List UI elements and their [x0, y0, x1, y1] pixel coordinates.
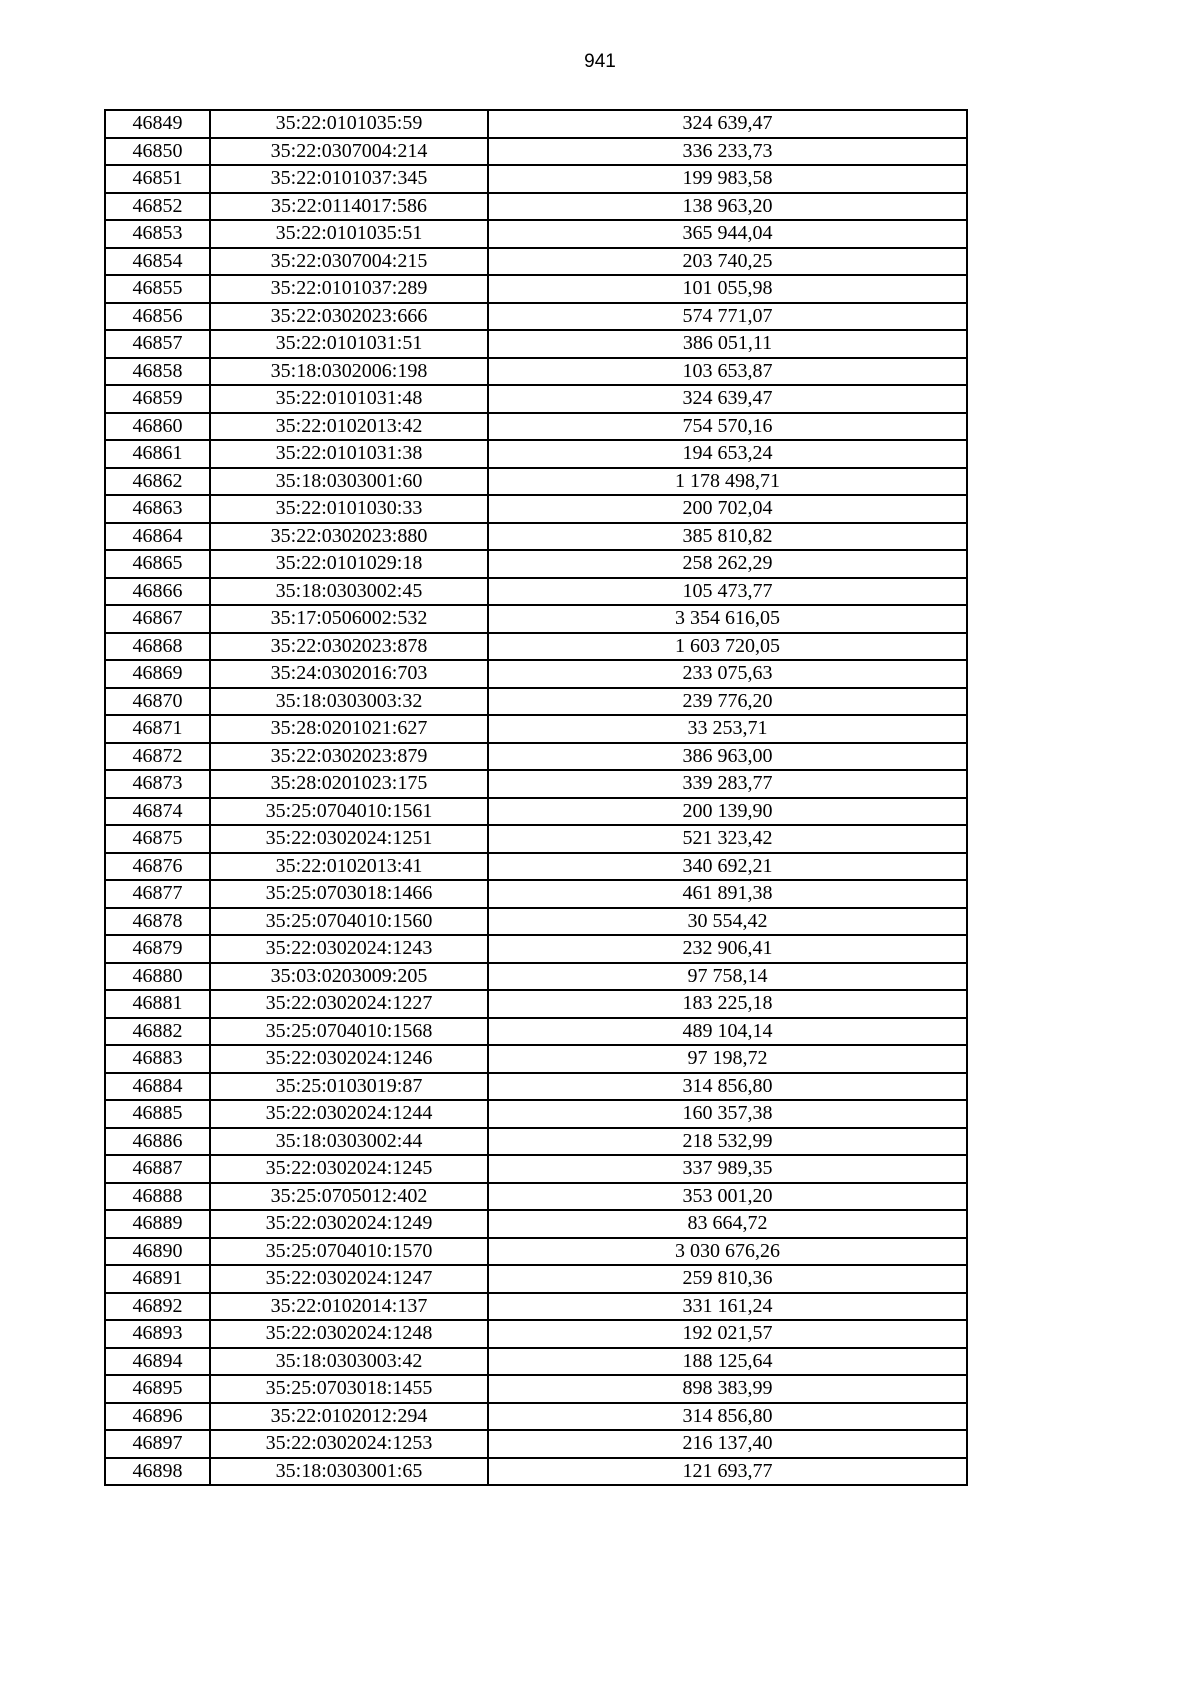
- cadastral-number-cell: 35:22:0302024:1227: [210, 990, 488, 1018]
- row-number-cell: 46864: [105, 523, 210, 551]
- row-number-cell: 46853: [105, 220, 210, 248]
- row-number-cell: 46867: [105, 605, 210, 633]
- cadastral-value-cell: 386 051,11: [488, 330, 967, 358]
- cadastral-value-cell: 314 856,80: [488, 1403, 967, 1431]
- cadastral-value-cell: 188 125,64: [488, 1348, 967, 1376]
- cadastral-number-cell: 35:22:0101030:33: [210, 495, 488, 523]
- cadastral-number-cell: 35:22:0101031:48: [210, 385, 488, 413]
- cadastral-number-cell: 35:18:0303003:42: [210, 1348, 488, 1376]
- cadastral-value-cell: 203 740,25: [488, 248, 967, 276]
- table-row: [105, 1293, 967, 1321]
- cadastral-value-cell: 386 963,00: [488, 743, 967, 771]
- table-row: [105, 1320, 967, 1348]
- cadastral-number-cell: 35:25:0704010:1560: [210, 908, 488, 936]
- row-number-cell: 46870: [105, 688, 210, 716]
- row-number-cell: 46874: [105, 798, 210, 826]
- cadastral-value-cell: 30 554,42: [488, 908, 967, 936]
- row-number-cell: 46873: [105, 770, 210, 798]
- cadastral-number-cell: 35:22:0102013:42: [210, 413, 488, 441]
- table-row: [105, 1183, 967, 1211]
- row-number-cell: 46888: [105, 1183, 210, 1211]
- row-number-cell: 46896: [105, 1403, 210, 1431]
- table-row: [105, 1045, 967, 1073]
- cadastral-value-cell: 521 323,42: [488, 825, 967, 853]
- table-row: [105, 853, 967, 881]
- table-row: [105, 1375, 967, 1403]
- cadastral-number-cell: 35:25:0703018:1466: [210, 880, 488, 908]
- cadastral-number-cell: 35:25:0704010:1561: [210, 798, 488, 826]
- row-number-cell: 46891: [105, 1265, 210, 1293]
- cadastral-value-cell: 353 001,20: [488, 1183, 967, 1211]
- cadastral-value-cell: 754 570,16: [488, 413, 967, 441]
- cadastral-value-cell: 314 856,80: [488, 1073, 967, 1101]
- row-number-cell: 46879: [105, 935, 210, 963]
- cadastral-value-cell: 194 653,24: [488, 440, 967, 468]
- table-row: [105, 990, 967, 1018]
- table-row: [105, 413, 967, 441]
- cadastral-value-cell: 97 758,14: [488, 963, 967, 991]
- row-number-cell: 46857: [105, 330, 210, 358]
- cadastral-value-cell: 385 810,82: [488, 523, 967, 551]
- cadastral-value-cell: 259 810,36: [488, 1265, 967, 1293]
- table-row: [105, 880, 967, 908]
- table-row: [105, 1100, 967, 1128]
- table-row: [105, 715, 967, 743]
- row-number-cell: 46865: [105, 550, 210, 578]
- table-row: [105, 138, 967, 166]
- cadastral-number-cell: 35:25:0103019:87: [210, 1073, 488, 1101]
- row-number-cell: 46868: [105, 633, 210, 661]
- row-number-cell: 46866: [105, 578, 210, 606]
- cadastral-value-cell: 121 693,77: [488, 1458, 967, 1486]
- cadastral-number-cell: 35:22:0302024:1244: [210, 1100, 488, 1128]
- table-row: [105, 220, 967, 248]
- cadastral-value-cell: 239 776,20: [488, 688, 967, 716]
- cadastral-number-cell: 35:22:0302023:880: [210, 523, 488, 551]
- row-number-cell: 46895: [105, 1375, 210, 1403]
- cadastral-value-cell: 232 906,41: [488, 935, 967, 963]
- table-row: [105, 193, 967, 221]
- cadastral-number-cell: 35:28:0201023:175: [210, 770, 488, 798]
- cadastral-value-cell: 218 532,99: [488, 1128, 967, 1156]
- cadastral-number-cell: 35:22:0302024:1247: [210, 1265, 488, 1293]
- table-row: [105, 550, 967, 578]
- table-row: [105, 1265, 967, 1293]
- cadastral-number-cell: 35:22:0302024:1251: [210, 825, 488, 853]
- table-row: [105, 825, 967, 853]
- row-number-cell: 46883: [105, 1045, 210, 1073]
- row-number-cell: 46861: [105, 440, 210, 468]
- cadastral-number-cell: 35:22:0302024:1249: [210, 1210, 488, 1238]
- row-number-cell: 46892: [105, 1293, 210, 1321]
- table-row: [105, 908, 967, 936]
- table-row: [105, 660, 967, 688]
- cadastral-number-cell: 35:22:0302024:1245: [210, 1155, 488, 1183]
- cadastral-number-cell: 35:22:0101035:59: [210, 110, 488, 138]
- table-row: [105, 165, 967, 193]
- cadastral-number-cell: 35:22:0114017:586: [210, 193, 488, 221]
- cadastral-value-cell: 233 075,63: [488, 660, 967, 688]
- cadastral-number-cell: 35:22:0102013:41: [210, 853, 488, 881]
- table-row: [105, 1403, 967, 1431]
- table-row: [105, 1073, 967, 1101]
- cadastral-number-cell: 35:18:0303003:32: [210, 688, 488, 716]
- row-number-cell: 46890: [105, 1238, 210, 1266]
- table-row: [105, 248, 967, 276]
- row-number-cell: 46854: [105, 248, 210, 276]
- table-row: [105, 770, 967, 798]
- row-number-cell: 46858: [105, 358, 210, 386]
- table-row: [105, 275, 967, 303]
- row-number-cell: 46877: [105, 880, 210, 908]
- cadastral-number-cell: 35:22:0302024:1243: [210, 935, 488, 963]
- cadastral-value-cell: 1 178 498,71: [488, 468, 967, 496]
- table-row: [105, 1128, 967, 1156]
- table-row: [105, 1210, 967, 1238]
- cadastral-number-cell: 35:17:0506002:532: [210, 605, 488, 633]
- cadastral-number-cell: 35:24:0302016:703: [210, 660, 488, 688]
- row-number-cell: 46876: [105, 853, 210, 881]
- cadastral-number-cell: 35:25:0704010:1568: [210, 1018, 488, 1046]
- cadastral-value-cell: 3 354 616,05: [488, 605, 967, 633]
- cadastral-value-cell: 337 989,35: [488, 1155, 967, 1183]
- table-row: [105, 798, 967, 826]
- cadastral-value-cell: 97 198,72: [488, 1045, 967, 1073]
- table-row: [105, 1458, 967, 1486]
- row-number-cell: 46860: [105, 413, 210, 441]
- table-row: [105, 1018, 967, 1046]
- table-row: [105, 440, 967, 468]
- cadastral-value-cell: 574 771,07: [488, 303, 967, 331]
- table-body: [105, 110, 967, 1485]
- cadastral-number-cell: 35:25:0705012:402: [210, 1183, 488, 1211]
- cadastral-value-cell: 160 357,38: [488, 1100, 967, 1128]
- cadastral-value-cell: 898 383,99: [488, 1375, 967, 1403]
- cadastral-value-table: [104, 109, 968, 1486]
- row-number-cell: 46893: [105, 1320, 210, 1348]
- cadastral-number-cell: 35:22:0101037:345: [210, 165, 488, 193]
- cadastral-value-cell: 101 055,98: [488, 275, 967, 303]
- table-row: [105, 935, 967, 963]
- row-number-cell: 46886: [105, 1128, 210, 1156]
- cadastral-number-cell: 35:22:0302023:878: [210, 633, 488, 661]
- cadastral-number-cell: 35:03:0203009:205: [210, 963, 488, 991]
- cadastral-number-cell: 35:18:0303002:44: [210, 1128, 488, 1156]
- cadastral-number-cell: 35:22:0307004:214: [210, 138, 488, 166]
- cadastral-number-cell: 35:22:0101031:38: [210, 440, 488, 468]
- cadastral-value-cell: 324 639,47: [488, 110, 967, 138]
- table-row: [105, 495, 967, 523]
- row-number-cell: 46851: [105, 165, 210, 193]
- cadastral-value-cell: 339 283,77: [488, 770, 967, 798]
- cadastral-number-cell: 35:22:0101029:18: [210, 550, 488, 578]
- row-number-cell: 46878: [105, 908, 210, 936]
- cadastral-number-cell: 35:22:0302023:666: [210, 303, 488, 331]
- row-number-cell: 46850: [105, 138, 210, 166]
- cadastral-value-cell: 200 702,04: [488, 495, 967, 523]
- table-row: [105, 963, 967, 991]
- table-row: [105, 468, 967, 496]
- cadastral-number-cell: 35:25:0703018:1455: [210, 1375, 488, 1403]
- table-row: [105, 1348, 967, 1376]
- row-number-cell: 46881: [105, 990, 210, 1018]
- cadastral-number-cell: 35:22:0101037:289: [210, 275, 488, 303]
- table-row: [105, 110, 967, 138]
- cadastral-number-cell: 35:28:0201021:627: [210, 715, 488, 743]
- cadastral-number-cell: 35:22:0302024:1253: [210, 1430, 488, 1458]
- cadastral-value-cell: 336 233,73: [488, 138, 967, 166]
- cadastral-value-cell: 365 944,04: [488, 220, 967, 248]
- cadastral-number-cell: 35:25:0704010:1570: [210, 1238, 488, 1266]
- row-number-cell: 46889: [105, 1210, 210, 1238]
- table-row: [105, 688, 967, 716]
- row-number-cell: 46887: [105, 1155, 210, 1183]
- cadastral-value-cell: 3 030 676,26: [488, 1238, 967, 1266]
- cadastral-value-cell: 216 137,40: [488, 1430, 967, 1458]
- row-number-cell: 46852: [105, 193, 210, 221]
- row-number-cell: 46871: [105, 715, 210, 743]
- cadastral-number-cell: 35:22:0102012:294: [210, 1403, 488, 1431]
- cadastral-value-cell: 183 225,18: [488, 990, 967, 1018]
- row-number-cell: 46856: [105, 303, 210, 331]
- cadastral-value-cell: 33 253,71: [488, 715, 967, 743]
- cadastral-value-cell: 489 104,14: [488, 1018, 967, 1046]
- cadastral-number-cell: 35:22:0302024:1246: [210, 1045, 488, 1073]
- cadastral-number-cell: 35:22:0302024:1248: [210, 1320, 488, 1348]
- row-number-cell: 46880: [105, 963, 210, 991]
- cadastral-number-cell: 35:18:0302006:198: [210, 358, 488, 386]
- row-number-cell: 46855: [105, 275, 210, 303]
- table-row: [105, 743, 967, 771]
- cadastral-value-cell: 461 891,38: [488, 880, 967, 908]
- row-number-cell: 46869: [105, 660, 210, 688]
- cadastral-number-cell: 35:18:0303001:65: [210, 1458, 488, 1486]
- cadastral-value-cell: 1 603 720,05: [488, 633, 967, 661]
- cadastral-value-cell: 83 664,72: [488, 1210, 967, 1238]
- cadastral-number-cell: 35:18:0303002:45: [210, 578, 488, 606]
- row-number-cell: 46885: [105, 1100, 210, 1128]
- cadastral-number-cell: 35:18:0303001:60: [210, 468, 488, 496]
- row-number-cell: 46898: [105, 1458, 210, 1486]
- table-row: [105, 1238, 967, 1266]
- table-row: [105, 578, 967, 606]
- cadastral-value-cell: 331 161,24: [488, 1293, 967, 1321]
- cadastral-number-cell: 35:22:0302023:879: [210, 743, 488, 771]
- row-number-cell: 46875: [105, 825, 210, 853]
- cadastral-number-cell: 35:22:0101031:51: [210, 330, 488, 358]
- table-row: [105, 303, 967, 331]
- cadastral-value-cell: 340 692,21: [488, 853, 967, 881]
- cadastral-value-cell: 199 983,58: [488, 165, 967, 193]
- page-number: 941: [584, 51, 616, 72]
- row-number-cell: 46863: [105, 495, 210, 523]
- row-number-cell: 46849: [105, 110, 210, 138]
- table-row: [105, 1430, 967, 1458]
- cadastral-value-cell: 105 473,77: [488, 578, 967, 606]
- row-number-cell: 46882: [105, 1018, 210, 1046]
- row-number-cell: 46859: [105, 385, 210, 413]
- row-number-cell: 46872: [105, 743, 210, 771]
- cadastral-value-cell: 192 021,57: [488, 1320, 967, 1348]
- table-row: [105, 385, 967, 413]
- table-row: [105, 1155, 967, 1183]
- table-row: [105, 523, 967, 551]
- row-number-cell: 46897: [105, 1430, 210, 1458]
- table-row: [105, 605, 967, 633]
- table-row: [105, 358, 967, 386]
- cadastral-value-cell: 138 963,20: [488, 193, 967, 221]
- table-row: [105, 633, 967, 661]
- cadastral-number-cell: 35:22:0101035:51: [210, 220, 488, 248]
- row-number-cell: 46862: [105, 468, 210, 496]
- cadastral-number-cell: 35:22:0307004:215: [210, 248, 488, 276]
- row-number-cell: 46894: [105, 1348, 210, 1376]
- cadastral-value-cell: 200 139,90: [488, 798, 967, 826]
- cadastral-number-cell: 35:22:0102014:137: [210, 1293, 488, 1321]
- row-number-cell: 46884: [105, 1073, 210, 1101]
- cadastral-value-cell: 324 639,47: [488, 385, 967, 413]
- cadastral-value-cell: 103 653,87: [488, 358, 967, 386]
- cadastral-value-cell: 258 262,29: [488, 550, 967, 578]
- table-row: [105, 330, 967, 358]
